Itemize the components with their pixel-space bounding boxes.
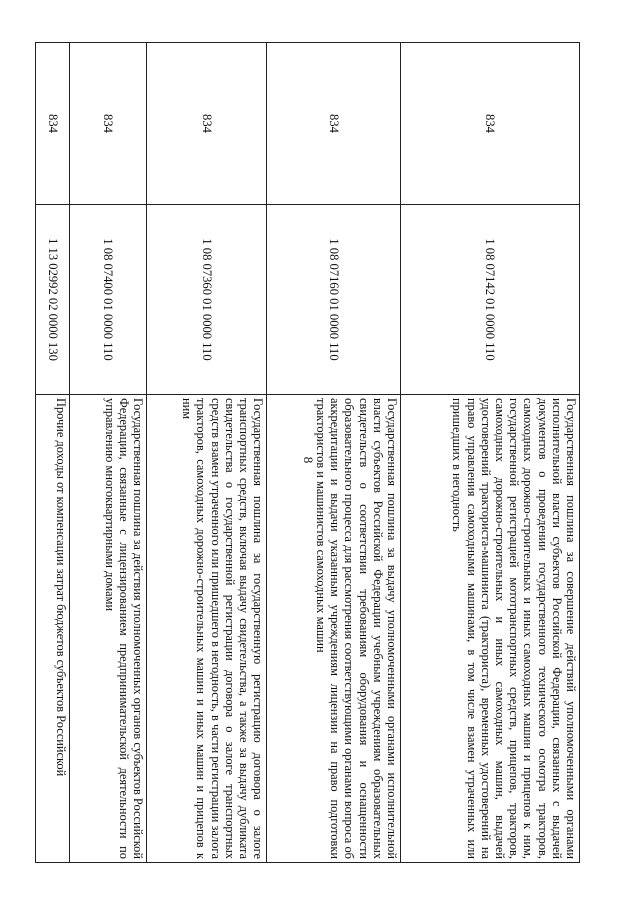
budget-code-cell: 1 13 02992 02 0000 130	[36, 205, 70, 395]
description-cell: Прочие доходы от компенсации затрат бюджетов субъектов Российской	[36, 395, 70, 863]
budget-code-cell: 1 08 07360 01 0000 110	[147, 205, 267, 395]
budget-code-cell: 1 08 07142 01 0000 110	[400, 205, 579, 395]
description-cell: Государственная пошлина за государственную регистрацию договора о залоге транспортных средств, включая выдачу свидетельства, а также за выдачу дубликата свидетельства о государственной регистрации договора о залоге транспортных средств взамен утраченного или пришедшего в негодность, в части регистрации залога тракторов, самоходных дорожно-строительных машин и иных машин и прицепов к ним	[147, 395, 267, 863]
budget-code-cell: 1 08 07400 01 0000 110	[70, 205, 147, 395]
revenue-code-table	[35, 42, 580, 863]
page-number: 8	[301, 456, 316, 464]
admin-code-cell: 834	[70, 43, 147, 205]
admin-code-cell: 834	[36, 43, 70, 205]
description-cell: Государственная пошлина за совершение действий уполномоченными органами исполнительной власти субъектов Российской Федерации, связанных с выдачей документов о проведении государственного технического осмотра тракторов, самоходных дорожно-строительных и иных самоходных машин и прицепов к ним, государственной регистрацией мототранспортных средств, прицепов, тракторов, самоходных дорожно-строительных и иных самоходных машин, выдачей удостоверений тракториста-машиниста (тракториста), временных удостоверений на право управления самоходными машинами, в том числе взамен утраченных или пришедших в негодность	[400, 395, 579, 863]
table-row	[400, 43, 579, 863]
table-row	[267, 43, 401, 863]
table-row	[70, 43, 147, 863]
description-cell: Государственная пошлина за выдачу уполномоченными органами исполнительной власти субъектов Российской Федерации учебным учреждениям образовательных свидетельств о соответствии требованиям оборудования и оснащенности образовательного процесса для рассмотрения соответствующими органами вопроса об аккредитации и выдачи указанным учреждениям лицензии на право подготовки трактористов и машинистов самоходных машин	[267, 395, 401, 863]
table-row	[147, 43, 267, 863]
admin-code-cell: 834	[267, 43, 401, 205]
description-cell: Государственная пошлина за действия уполномоченных органов субъектов Российской Федерации, связанные с лицензированием предпринимательской деятельности по управлению многоквартирными домами	[70, 395, 147, 863]
admin-code-cell: 834	[400, 43, 579, 205]
table-row	[36, 43, 70, 863]
revenue-code-table-rotated	[35, 42, 580, 862]
budget-code-cell: 1 08 07160 01 0000 110	[267, 205, 401, 395]
admin-code-cell: 834	[147, 43, 267, 205]
